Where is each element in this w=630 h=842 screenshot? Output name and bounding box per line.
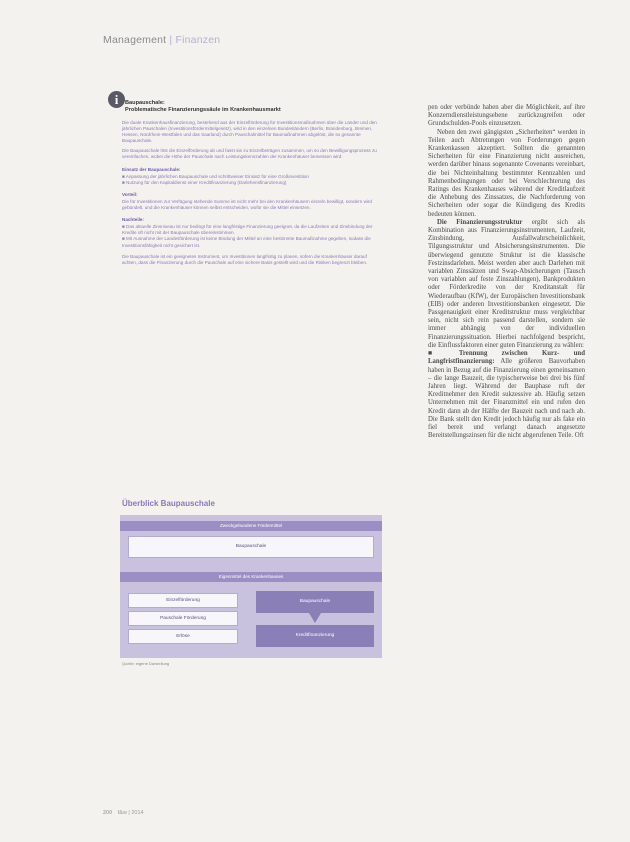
- magazine-name: f&w | 2014: [117, 810, 144, 816]
- diagram-box-kreditfinanzierung: Kreditfinanzierung: [256, 625, 374, 647]
- infobox-paragraph: Die Baupauschale löst die Einzelförderung ab und fasst sie zu Einzelbeträgen zusammen, um so den Bewilligungsprozess zu vereinfachen, wobei die Höhe der Pauschale nach Leistungskennzahlen der Krankenhäuser bemessen wird.: [122, 148, 377, 160]
- infobox-bullet: ■ Anpassung der jährlichen Baupauschale und schrittweiser Einsatz für eine Großinvestition: [122, 173, 309, 179]
- header-separator: |: [169, 34, 173, 46]
- diagram-box-baupauschale: Baupauschale: [128, 536, 374, 558]
- article-text: ergibt sich als Kombination aus Finanzierungsinstrumenten, Laufzeit, Zinsbindung, Ausfallwahrscheinlichkeit, Tilgungsstruktur und Absicherungsinstrumenten. Die überwiegend genutzte Struktur ist die klassische Festzinsdarlehen. Meist werden aber auch Darlehen mit variablen Zinssätzen und Swap-Absicherungen (Tausch von variablen auf feste Zinszahlungen), Bankprodukten oder Förderkredite von der Kreditanstalt für Wiederaufbau (KfW), der Europäischen Investitionsbank (EIB) oder anderen Investitionsbanken eingesetzt. Die Passgenauigkeit einer Kreditstruktur muss vergleichbar sein, nicht sich rein passend darstellen, sondern sie immer abhängig von der individuellen Finanzierungssituation. Hierbei nachfolgend bespricht, die Einflussfaktoren einer guten Finanzierung zu wählen:: [428, 218, 585, 349]
- page-footer: [103, 810, 144, 816]
- infobox-heading: Einsatz der Baupauschale:: [122, 166, 181, 172]
- header-subsection: Finanzen: [175, 34, 221, 46]
- diagram-header-own-funds: Eigenmittel des Krankenhauses: [120, 572, 382, 582]
- article-paragraph: [428, 350, 585, 440]
- infobox-body: [122, 120, 380, 270]
- running-header: [103, 34, 220, 46]
- arrow-down-icon: [309, 613, 321, 623]
- infobox-bullet: ■ Mit Ausnahme der Landesförderung ist keine Bindung der Mittel an eine bestimmte Baumaßnahme gegeben, sodass die Investitionsfähigkeit nicht gesichert ist.: [122, 236, 371, 248]
- infobox-paragraph: Die Baupauschale ist ein geeignetes Instrument, um Investitionen langfristig zu planen, sofern die Krankenhäuser darauf achten, dass die Finanzierung durch die Pauschale auf eine sichere Basis gestellt wird und die Risiken begrenzt bleiben.: [122, 253, 368, 265]
- diagram-header-funding: Zweckgebundene Fördermittel: [120, 521, 382, 531]
- infobox-bullet: ■ Das aktuelle Zinsniveau ist nur bedingt für eine langfristige Finanzierung geeignet, da die Laufzeiten und Zinsbindung der Kredite oft nicht mit der Baupauschale übereinstimmen.: [122, 224, 373, 236]
- info-icon: i: [108, 91, 125, 108]
- infobox-title: [125, 100, 385, 114]
- infobox-paragraph: Die duale Krankenhausfinanzierung, bestehend aus der Einzelförderung für Investitionsmaßnahmen über die Länder und den jährlichen Pauschalen (Investitionsfördermittelgesetz), wird in den einzelnen Bundesländern (Berlin, Brandenburg, Bremen, Hessen, Nordrhein-Westfalen und das Saarland) durch Pauschalmittel für Baumaßnahmen abgelöst, die so genannte Baupauschale.: [122, 120, 377, 144]
- header-section: Management: [103, 34, 167, 46]
- diagram-box-baupauschale-2: Baupauschale: [256, 591, 374, 613]
- article-text: Alle größeren Bauvorhaben haben in Bezug auf die Finanzierung einen gemeinsamen – die lange Bauzeit, die typischerweise bei drei bis fünf Jahren liegt. Während der Bauphase ruft der Kreditnehmer den Kredit sukzessive ab. Häufig setzen Unternehmen mit der Finanzmittel ein und rufen den Kredit dann ab der Hälfte der Bauzeit nach und nach ab. Die Bank stellt den Kredit jedoch häufig nur als fake ein fiel bereit und verlangt danach angesetzte Bereitstellungszinsen für die nicht abgerufenen Teile. Oft: [428, 358, 585, 440]
- infobox-paragraph: Die für Investitionen zur Verfügung stehende Summe ist nicht mehr bei den Krankenhäusern einzeln bewilligt, sondern wird gebündelt, und die Krankenhäuser können selbst entscheiden, wofür sie die Mittel einsetzen.: [122, 198, 372, 211]
- diagram-box-pauschale-foerderung: Pauschale Förderung: [128, 611, 238, 626]
- infobox-title-line2: Problematische Finanzierungssäule im Krankenhausmarkt: [125, 107, 281, 113]
- diagram-box-einzelfoerderung: Einzelförderung: [128, 593, 238, 608]
- infobox-title-line1: Baupauschale:: [125, 100, 165, 106]
- article-paragraph: [428, 219, 585, 350]
- infobox-heading: Nachteile:: [122, 217, 144, 223]
- overview-diagram: [120, 515, 382, 658]
- infobox-heading: Vorteil:: [122, 191, 138, 197]
- overview-title: Überblick Baupauschale: [122, 499, 215, 508]
- article-bold-phrase: ■ Trennung zwischen Kurz- und Langfristfinanzierung:: [428, 350, 585, 366]
- article-paragraph: Neben den zwei gängigsten „Sicherheiten“ werden in Teilen auch Abtretungen von Forderungen gegen Krankenkassen akzeptiert. Sollten die genannten Sicherheiten für eine Finanzierung nicht ausreichen, werden darüber hinaus sogenannte Covenants vereinbart, die bei Nichteinhaltung bestimmter Kennzahlen und Rahmenbedingungen oder bei Verschlechterung des Ratings des Krankenhauses während der Kreditlaufzeit die Anhebung des Zinssatzes, die Nachforderung von Sicherheiten oder sogar die Kündigung des Kredits bedeuten können.: [428, 128, 585, 218]
- article-right-column: [428, 104, 585, 440]
- infobox-bullet: ■ Nutzung für den Kapitaldienst einer Kreditfinanzierung (Darlehensfinanzierung): [122, 179, 287, 185]
- page-number: 200: [103, 810, 113, 816]
- article-paragraph: pen oder verbünde haben aber die Möglichkeit, auf ihre Konzerndienstleistungsebene zurückzugreifen oder Grundschulden-Pools einzusetzen.: [428, 104, 585, 128]
- diagram-box-erloese: Erlöse: [128, 629, 238, 644]
- diagram-source: Quelle: eigene Darstellung: [122, 661, 170, 666]
- article-bold-phrase: Die Finanzierungsstruktur: [437, 218, 523, 226]
